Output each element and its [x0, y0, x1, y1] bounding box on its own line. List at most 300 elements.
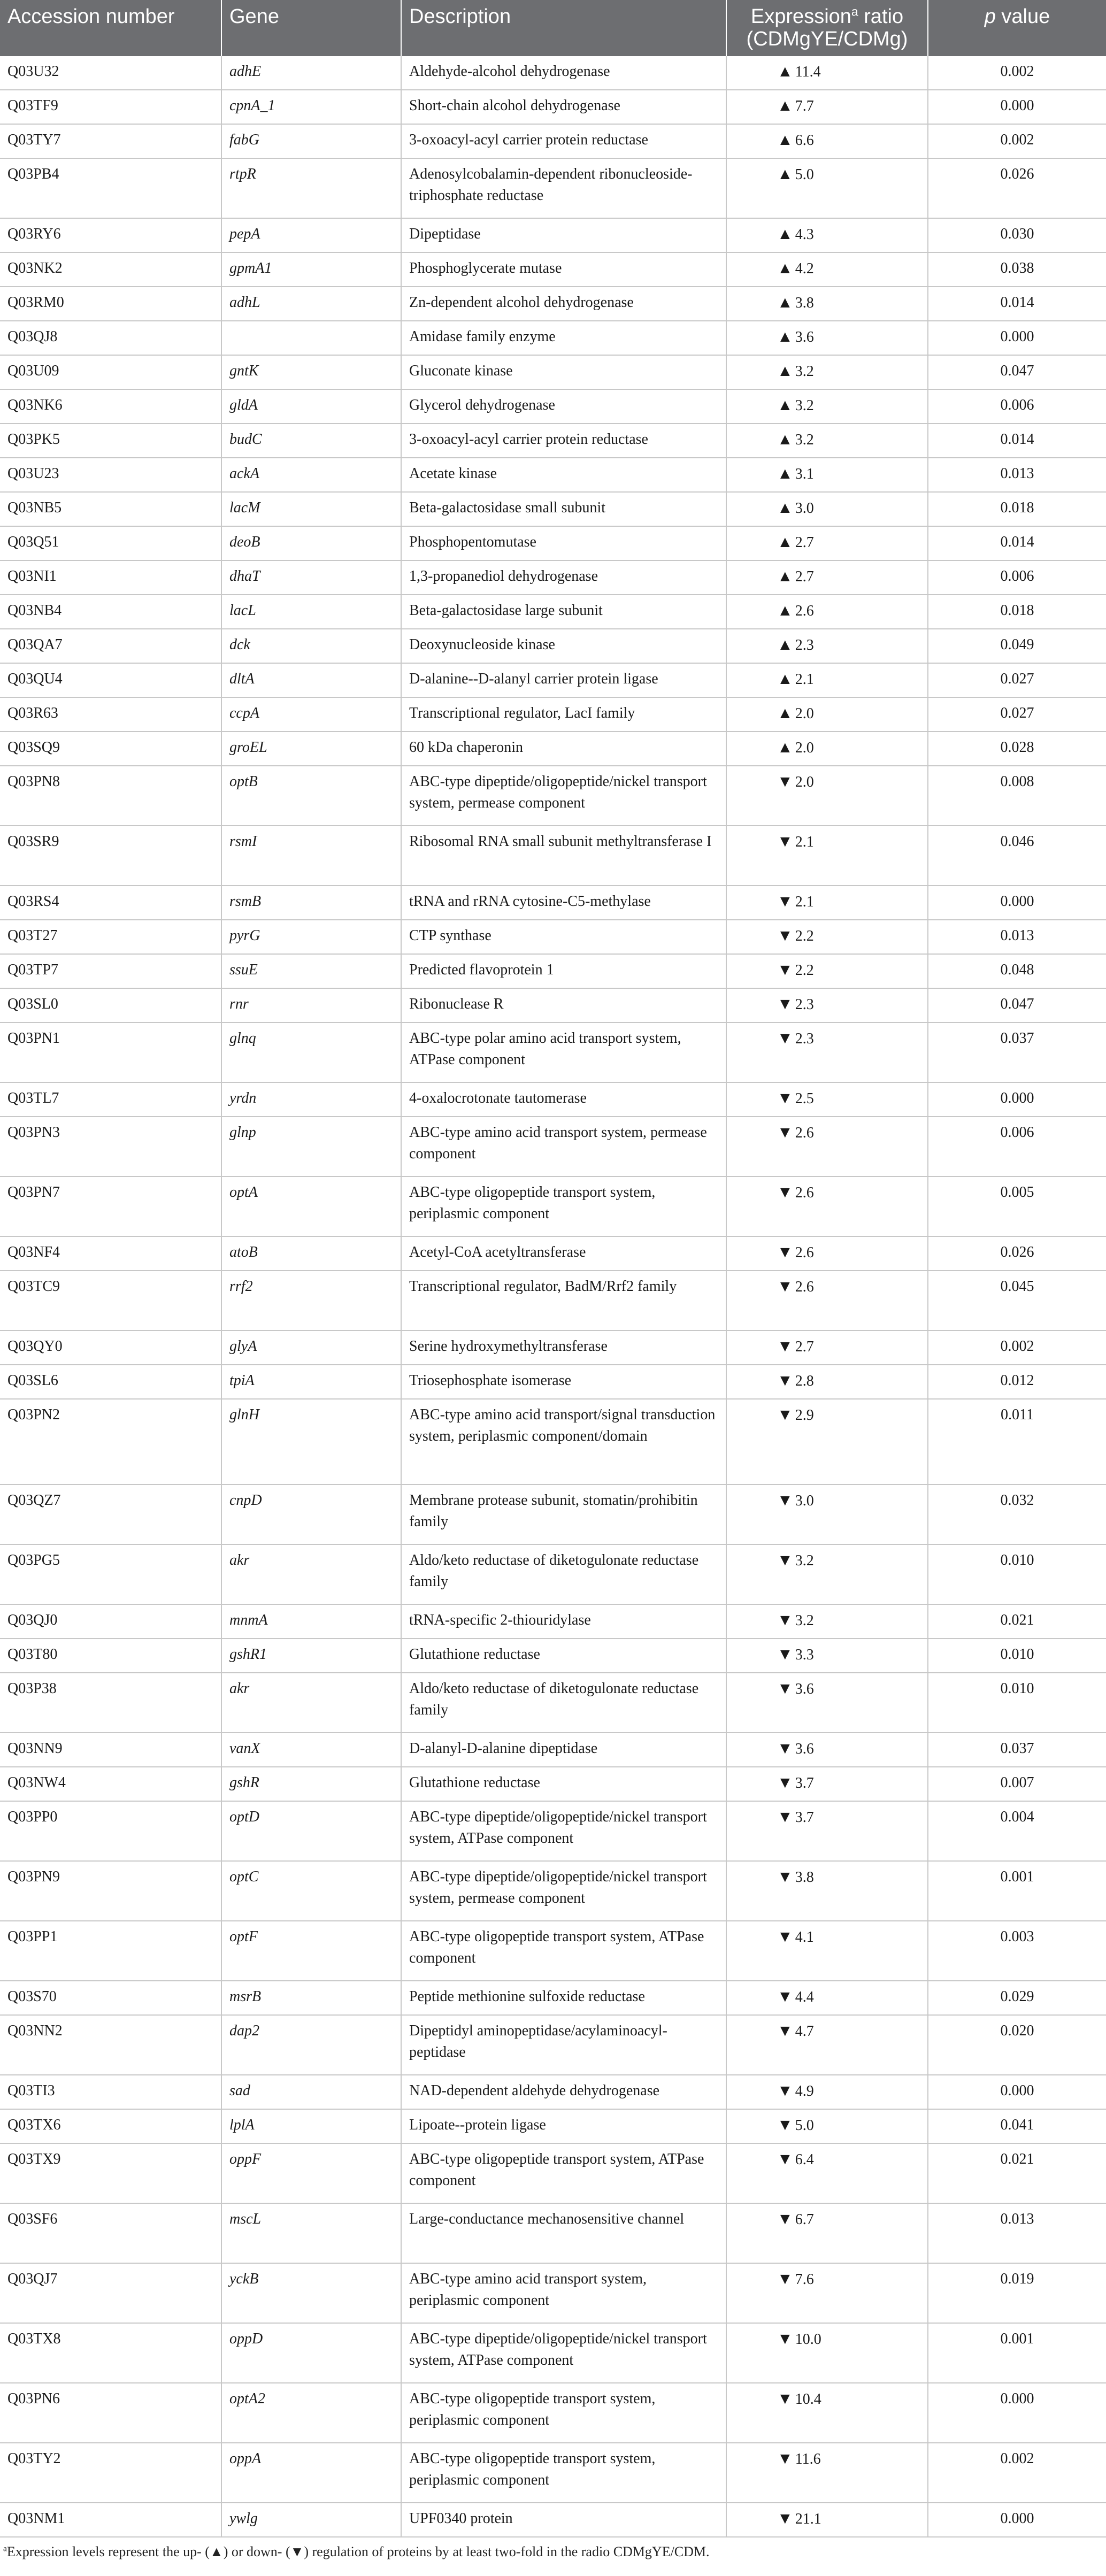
table-row	[0, 1544, 1106, 1604]
down-arrow-icon: ▼	[777, 2082, 793, 2100]
description-cell: Glutathione reductase	[401, 1767, 726, 1801]
gene-cell: deoB	[221, 526, 401, 560]
table-row	[0, 1365, 1106, 1399]
up-arrow-icon: ▲	[777, 533, 793, 551]
description-cell: ABC-type oligopeptide transport system, periplasmic component	[401, 2383, 726, 2443]
ratio-cell	[726, 2203, 928, 2263]
table-row	[0, 287, 1106, 321]
p-value-cell: 0.000	[928, 90, 1106, 124]
p-value-cell: 0.030	[928, 218, 1106, 252]
accession-cell: Q03SL6	[0, 1365, 221, 1399]
gene-cell: lacL	[221, 595, 401, 629]
description-cell: Dipeptidyl aminopeptidase/acylaminoacyl-peptidase	[401, 2015, 726, 2075]
down-arrow-icon: ▼	[777, 2210, 793, 2228]
up-arrow-icon: ▲	[777, 294, 793, 311]
gene-cell: akr	[221, 1544, 401, 1604]
gene-cell: glnq	[221, 1022, 401, 1082]
accession-cell: Q03Q51	[0, 526, 221, 560]
description-cell: Transcriptional regulator, BadM/Rrf2 family	[401, 1271, 726, 1331]
accession-cell: Q03NN9	[0, 1733, 221, 1767]
p-value-cell: 0.002	[928, 2443, 1106, 2503]
table-row	[0, 954, 1106, 988]
ratio-value: 2.0	[795, 705, 814, 722]
accession-cell: Q03TY7	[0, 124, 221, 158]
table-row	[0, 1236, 1106, 1271]
p-value-cell: 0.001	[928, 1861, 1106, 1921]
ratio-value: 2.6	[795, 1279, 814, 1295]
p-value-cell: 0.000	[928, 2383, 1106, 2443]
gene-cell: optB	[221, 766, 401, 826]
ratio-cell	[726, 321, 928, 355]
p-value-cell: 0.001	[928, 2323, 1106, 2383]
gene-cell: budC	[221, 424, 401, 458]
ratio-cell	[726, 2143, 928, 2203]
table-body	[0, 56, 1106, 2537]
down-arrow-icon: ▼	[777, 1278, 793, 1295]
ratio-value: 2.3	[795, 637, 814, 653]
ratio-cell	[726, 2323, 928, 2383]
ratio-value: 7.7	[795, 98, 814, 114]
gene-cell: lplA	[221, 2109, 401, 2143]
p-value-cell: 0.037	[928, 1022, 1106, 1082]
gene-cell: gpmA1	[221, 252, 401, 287]
down-arrow-icon: ▼	[777, 1928, 793, 1946]
header-ratio-line2: (CDMgYE/CDMg)	[746, 28, 908, 50]
ratio-value: 6.6	[795, 132, 814, 149]
p-value-cell: 0.000	[928, 1082, 1106, 1117]
table-row	[0, 1639, 1106, 1673]
down-arrow-icon: ▼	[777, 773, 793, 790]
header-p-italic: p	[984, 5, 996, 28]
description-cell: 1,3-propanediol dehydrogenase	[401, 560, 726, 595]
down-arrow-icon: ▼	[777, 2116, 793, 2134]
table-row	[0, 2075, 1106, 2109]
ratio-value: 3.0	[795, 500, 814, 517]
ratio-cell	[726, 287, 928, 321]
header-p-value	[928, 0, 1106, 56]
p-value-cell: 0.032	[928, 1485, 1106, 1544]
gene-cell: glnH	[221, 1399, 401, 1485]
description-cell: Zn-dependent alcohol dehydrogenase	[401, 287, 726, 321]
accession-cell: Q03NK2	[0, 252, 221, 287]
ratio-cell	[726, 158, 928, 218]
p-value-cell: 0.047	[928, 355, 1106, 389]
p-value-cell: 0.010	[928, 1673, 1106, 1733]
ratio-cell	[726, 355, 928, 389]
accession-cell: Q03TY2	[0, 2443, 221, 2503]
table-row	[0, 1331, 1106, 1365]
accession-cell: Q03PP0	[0, 1801, 221, 1861]
accession-cell: Q03PN3	[0, 1117, 221, 1176]
ratio-value: 2.1	[795, 671, 814, 688]
gene-cell: sad	[221, 2075, 401, 2109]
description-cell: 3-oxoacyl-acyl carrier protein reductase	[401, 124, 726, 158]
description-cell: Aldo/keto reductase of diketogulonate reductase family	[401, 1544, 726, 1604]
table-row	[0, 389, 1106, 424]
p-value-cell: 0.006	[928, 560, 1106, 595]
table-row	[0, 124, 1106, 158]
table-row	[0, 1399, 1106, 1485]
p-value-cell: 0.046	[928, 826, 1106, 886]
down-arrow-icon: ▼	[777, 1372, 793, 1389]
down-arrow-icon: ▼	[777, 2510, 793, 2527]
down-arrow-icon: ▼	[777, 1124, 793, 1141]
description-cell: D-alanine--D-alanyl carrier protein ligase	[401, 663, 726, 697]
gene-cell: rsmI	[221, 826, 401, 886]
ratio-value: 4.3	[795, 226, 814, 243]
table-row	[0, 252, 1106, 287]
table-row	[0, 492, 1106, 526]
gene-cell: adhE	[221, 56, 401, 90]
description-cell: Beta-galactosidase large subunit	[401, 595, 726, 629]
accession-cell: Q03QA7	[0, 629, 221, 663]
up-arrow-icon: ▲	[777, 63, 793, 80]
p-value-cell: 0.000	[928, 886, 1106, 920]
ratio-value: 2.7	[795, 534, 814, 551]
ratio-value: 4.9	[795, 2083, 814, 2100]
gene-cell: gshR1	[221, 1639, 401, 1673]
description-cell: ABC-type dipeptide/oligopeptide/nickel transport system, ATPase component	[401, 1801, 726, 1861]
table-footnote	[0, 2537, 1106, 2566]
accession-cell: Q03TP7	[0, 954, 221, 988]
p-value-cell: 0.041	[928, 2109, 1106, 2143]
table-row	[0, 2503, 1106, 2537]
gene-cell: ccpA	[221, 697, 401, 732]
down-arrow-icon: ▼	[777, 2270, 793, 2288]
header-row	[0, 0, 1106, 56]
ratio-value: 2.0	[795, 740, 814, 756]
ratio-cell	[726, 1544, 928, 1604]
ratio-value: 2.3	[795, 996, 814, 1013]
header-gene: Gene	[221, 0, 401, 56]
accession-cell: Q03U32	[0, 56, 221, 90]
ratio-value: 2.0	[795, 774, 814, 790]
description-cell: ABC-type oligopeptide transport system, periplasmic component	[401, 2443, 726, 2503]
gene-cell: pyrG	[221, 920, 401, 954]
up-arrow-icon: ▲	[777, 670, 793, 688]
footnote-text: Expression levels represent the up- (▲) or down- (▼) regulation of proteins by at least two-fold in the radio CDMgYE/CDM.	[6, 2544, 710, 2559]
description-cell: CTP synthase	[401, 920, 726, 954]
down-arrow-icon: ▼	[777, 1611, 793, 1629]
ratio-value: 2.1	[795, 894, 814, 910]
gene-cell: cnpD	[221, 1485, 401, 1544]
accession-cell: Q03NK6	[0, 389, 221, 424]
down-arrow-icon: ▼	[777, 1243, 793, 1261]
description-cell: ABC-type dipeptide/oligopeptide/nickel transport system, permease component	[401, 766, 726, 826]
p-value-cell: 0.020	[928, 2015, 1106, 2075]
header-expression-ratio	[726, 0, 928, 56]
accession-cell: Q03PB4	[0, 158, 221, 218]
gene-cell: optD	[221, 1801, 401, 1861]
table-row	[0, 988, 1106, 1022]
gene-cell: msrB	[221, 1981, 401, 2015]
ratio-cell	[726, 124, 928, 158]
p-value-cell: 0.038	[928, 252, 1106, 287]
accession-cell: Q03QJ7	[0, 2263, 221, 2323]
gene-cell: ssuE	[221, 954, 401, 988]
down-arrow-icon: ▼	[777, 1680, 793, 1697]
accession-cell: Q03TF9	[0, 90, 221, 124]
description-cell: UPF0340 protein	[401, 2503, 726, 2537]
ratio-cell	[726, 1365, 928, 1399]
ratio-value: 2.6	[795, 1185, 814, 1201]
ratio-value: 3.1	[795, 466, 814, 482]
accession-cell: Q03NB5	[0, 492, 221, 526]
ratio-value: 2.1	[795, 834, 814, 850]
ratio-value: 3.2	[795, 363, 814, 380]
description-cell: D-alanyl-D-alanine dipeptidase	[401, 1733, 726, 1767]
up-arrow-icon: ▲	[777, 328, 793, 345]
table-row	[0, 732, 1106, 766]
p-value-cell: 0.026	[928, 1236, 1106, 1271]
gene-cell: optF	[221, 1921, 401, 1981]
gene-cell: mnmA	[221, 1604, 401, 1639]
down-arrow-icon: ▼	[777, 1406, 793, 1424]
ratio-cell	[726, 90, 928, 124]
description-cell: Large-conductance mechanosensitive channel	[401, 2203, 726, 2263]
p-value-cell: 0.013	[928, 2203, 1106, 2263]
ratio-cell	[726, 1485, 928, 1544]
down-arrow-icon: ▼	[777, 2022, 793, 2040]
description-cell: Phosphopentomutase	[401, 526, 726, 560]
accession-cell: Q03PK5	[0, 424, 221, 458]
description-cell: Gluconate kinase	[401, 355, 726, 389]
table-row	[0, 1981, 1106, 2015]
gene-cell: glnp	[221, 1117, 401, 1176]
description-cell: ABC-type amino acid transport system, permease component	[401, 1117, 726, 1176]
gene-cell: cpnA_1	[221, 90, 401, 124]
description-cell: ABC-type amino acid transport system, periplasmic component	[401, 2263, 726, 2323]
p-value-cell: 0.013	[928, 458, 1106, 492]
down-arrow-icon: ▼	[777, 2150, 793, 2168]
down-arrow-icon: ▼	[777, 927, 793, 944]
down-arrow-icon: ▼	[777, 2390, 793, 2408]
ratio-cell	[726, 492, 928, 526]
header-ratio-suffix: ratio	[858, 5, 904, 28]
accession-cell: Q03PG5	[0, 1544, 221, 1604]
gene-cell: oppA	[221, 2443, 401, 2503]
description-cell: ABC-type polar amino acid transport system, ATPase component	[401, 1022, 726, 1082]
ratio-value: 2.2	[795, 928, 814, 944]
up-arrow-icon: ▲	[777, 97, 793, 114]
table-row	[0, 90, 1106, 124]
accession-cell: Q03SL0	[0, 988, 221, 1022]
ratio-value: 3.2	[795, 1552, 814, 1569]
ratio-cell	[726, 766, 928, 826]
table-row	[0, 886, 1106, 920]
ratio-value: 2.3	[795, 1031, 814, 1047]
ratio-value: 3.3	[795, 1647, 814, 1663]
accession-cell: Q03PN9	[0, 1861, 221, 1921]
accession-cell: Q03PN6	[0, 2383, 221, 2443]
ratio-cell	[726, 1331, 928, 1365]
accession-cell: Q03TI3	[0, 2075, 221, 2109]
p-value-cell: 0.027	[928, 697, 1106, 732]
table-row	[0, 321, 1106, 355]
ratio-cell	[726, 56, 928, 90]
table-row	[0, 2383, 1106, 2443]
gene-cell: gldA	[221, 389, 401, 424]
ratio-value: 3.2	[795, 1612, 814, 1629]
description-cell: Glutathione reductase	[401, 1639, 726, 1673]
p-value-cell: 0.007	[928, 1767, 1106, 1801]
description-cell: Adenosylcobalamin-dependent ribonucleoside-triphosphate reductase	[401, 158, 726, 218]
up-arrow-icon: ▲	[777, 131, 793, 149]
accession-cell: Q03R63	[0, 697, 221, 732]
ratio-cell	[726, 1639, 928, 1673]
p-value-cell: 0.048	[928, 954, 1106, 988]
down-arrow-icon: ▼	[777, 1740, 793, 1757]
accession-cell: Q03U09	[0, 355, 221, 389]
description-cell: tRNA-specific 2-thiouridylase	[401, 1604, 726, 1639]
up-arrow-icon: ▲	[777, 499, 793, 517]
p-value-cell: 0.012	[928, 1365, 1106, 1399]
accession-cell: Q03PN8	[0, 766, 221, 826]
ratio-cell	[726, 1022, 928, 1082]
description-cell: Aldehyde-alcohol dehydrogenase	[401, 56, 726, 90]
accession-cell: Q03NW4	[0, 1767, 221, 1801]
accession-cell: Q03P38	[0, 1673, 221, 1733]
up-arrow-icon: ▲	[777, 602, 793, 619]
up-arrow-icon: ▲	[777, 396, 793, 414]
ratio-cell	[726, 1117, 928, 1176]
gene-cell: mscL	[221, 2203, 401, 2263]
p-value-cell: 0.026	[928, 158, 1106, 218]
p-value-cell: 0.019	[928, 2263, 1106, 2323]
ratio-value: 3.2	[795, 397, 814, 414]
accession-cell: Q03TX9	[0, 2143, 221, 2203]
table-row	[0, 424, 1106, 458]
gene-cell: glyA	[221, 1331, 401, 1365]
p-value-cell: 0.011	[928, 1399, 1106, 1485]
gene-cell: yrdn	[221, 1082, 401, 1117]
up-arrow-icon: ▲	[777, 362, 793, 380]
ratio-value: 3.7	[795, 1809, 814, 1826]
ratio-value: 2.9	[795, 1407, 814, 1424]
ratio-cell	[726, 458, 928, 492]
p-value-cell: 0.003	[928, 1921, 1106, 1981]
p-value-cell: 0.000	[928, 2503, 1106, 2537]
up-arrow-icon: ▲	[777, 225, 793, 243]
ratio-cell	[726, 1082, 928, 1117]
ratio-cell	[726, 252, 928, 287]
ratio-cell	[726, 2015, 928, 2075]
description-cell: 3-oxoacyl-acyl carrier protein reductase	[401, 424, 726, 458]
accession-cell: Q03TC9	[0, 1271, 221, 1331]
description-cell: Short-chain alcohol dehydrogenase	[401, 90, 726, 124]
gene-cell: optA	[221, 1176, 401, 1236]
table-row	[0, 56, 1106, 90]
ratio-cell	[726, 389, 928, 424]
table-row	[0, 1117, 1106, 1176]
ratio-cell	[726, 2503, 928, 2537]
up-arrow-icon: ▲	[777, 567, 793, 585]
ratio-value: 11.6	[795, 2451, 821, 2467]
table-row	[0, 766, 1106, 826]
ratio-cell	[726, 1236, 928, 1271]
ratio-cell	[726, 988, 928, 1022]
gene-cell: oppF	[221, 2143, 401, 2203]
ratio-cell	[726, 1921, 928, 1981]
up-arrow-icon: ▲	[777, 704, 793, 722]
gene-cell: tpiA	[221, 1365, 401, 1399]
table-row	[0, 663, 1106, 697]
down-arrow-icon: ▼	[777, 1337, 793, 1355]
accession-cell: Q03QY0	[0, 1331, 221, 1365]
ratio-value: 2.6	[795, 603, 814, 619]
p-value-cell: 0.000	[928, 321, 1106, 355]
description-cell: NAD-dependent aldehyde dehydrogenase	[401, 2075, 726, 2109]
ratio-cell	[726, 1176, 928, 1236]
p-value-cell: 0.013	[928, 920, 1106, 954]
header-ratio-prefix: Expression	[750, 5, 851, 28]
accession-cell: Q03TL7	[0, 1082, 221, 1117]
up-arrow-icon: ▲	[777, 259, 793, 277]
ratio-cell	[726, 920, 928, 954]
gene-cell: rsmB	[221, 886, 401, 920]
table-row	[0, 920, 1106, 954]
p-value-cell: 0.045	[928, 1271, 1106, 1331]
table-row	[0, 2109, 1106, 2143]
table-row	[0, 2143, 1106, 2203]
gene-cell: dhaT	[221, 560, 401, 595]
description-cell: Acetyl-CoA acetyltransferase	[401, 1236, 726, 1271]
accession-cell: Q03QU4	[0, 663, 221, 697]
ratio-cell	[726, 697, 928, 732]
gene-cell: vanX	[221, 1733, 401, 1767]
ratio-value: 3.6	[795, 1741, 814, 1757]
table-row	[0, 2263, 1106, 2323]
table-row	[0, 355, 1106, 389]
down-arrow-icon: ▼	[777, 2330, 793, 2348]
accession-cell: Q03S70	[0, 1981, 221, 2015]
description-cell: Peptide methionine sulfoxide reductase	[401, 1981, 726, 2015]
description-cell: 60 kDa chaperonin	[401, 732, 726, 766]
table-row	[0, 458, 1106, 492]
down-arrow-icon: ▼	[777, 1551, 793, 1569]
accession-cell: Q03T27	[0, 920, 221, 954]
p-value-cell: 0.010	[928, 1639, 1106, 1673]
gene-cell: gntK	[221, 355, 401, 389]
header-ratio-sup: a	[851, 4, 858, 19]
gene-cell: pepA	[221, 218, 401, 252]
ratio-cell	[726, 732, 928, 766]
description-cell: ABC-type oligopeptide transport system, periplasmic component	[401, 1176, 726, 1236]
description-cell: ABC-type amino acid transport/signal transduction system, periplasmic component/domain	[401, 1399, 726, 1485]
description-cell: Deoxynucleoside kinase	[401, 629, 726, 663]
gene-cell: dltA	[221, 663, 401, 697]
p-value-cell: 0.002	[928, 1331, 1106, 1365]
ratio-value: 3.8	[795, 295, 814, 311]
table-row	[0, 158, 1106, 218]
description-cell: Transcriptional regulator, LacI family	[401, 697, 726, 732]
table-row	[0, 1767, 1106, 1801]
up-arrow-icon: ▲	[777, 739, 793, 756]
description-cell: tRNA and rRNA cytosine-C5-methylase	[401, 886, 726, 920]
ratio-value: 2.5	[795, 1090, 814, 1107]
down-arrow-icon: ▼	[777, 1491, 793, 1509]
down-arrow-icon: ▼	[777, 1988, 793, 2005]
p-value-cell: 0.037	[928, 1733, 1106, 1767]
down-arrow-icon: ▼	[777, 833, 793, 850]
accession-cell: Q03QJ0	[0, 1604, 221, 1639]
description-cell: Acetate kinase	[401, 458, 726, 492]
down-arrow-icon: ▼	[777, 1089, 793, 1107]
accession-cell: Q03QJ8	[0, 321, 221, 355]
table-row	[0, 560, 1106, 595]
ratio-cell	[726, 886, 928, 920]
p-value-cell: 0.021	[928, 2143, 1106, 2203]
